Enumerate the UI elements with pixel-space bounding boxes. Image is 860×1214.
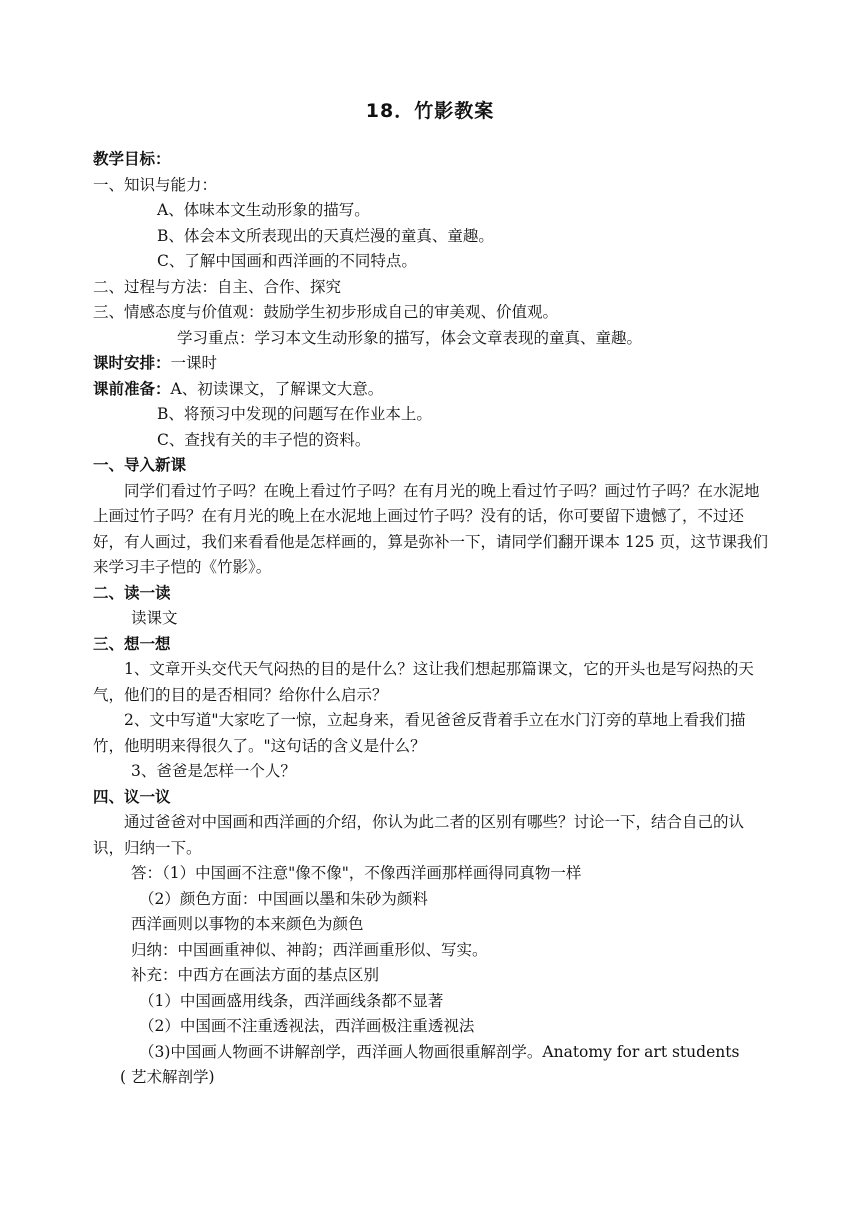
answer-line-3: 西洋画则以事物的本来颜色为颜色 (131, 915, 364, 933)
prep-label: 课前准备： (93, 379, 171, 398)
section-heading-think: 三、想一想 (93, 634, 171, 653)
page-title: 18．竹影教案 (365, 100, 495, 122)
prep-item-b: B、将预习中发现的问题写在作业本上。 (157, 405, 432, 423)
answer-line-1: 答：（1）中国画不注意"像不像"，不像西洋画那样画得同真物一样 (131, 864, 582, 882)
supplement-item-3: （3)中国画人物画不讲解剖学，西洋画人物画很重解剖学。Anatomy for art students (139, 1042, 740, 1061)
schedule-line (93, 351, 773, 377)
supplement-item-1: （1）中国画盛用线条，西洋画线条都不显著 (139, 991, 444, 1010)
section-heading-read: 二、读一读 (93, 583, 171, 602)
knowledge-item-a: A、体味本文生动形象的描写。 (157, 201, 370, 219)
goals-heading: 教学目标： (93, 150, 171, 168)
process-line: 二、过程与方法：自主、合作、探究 (93, 277, 342, 296)
read-text: 读课文 (131, 609, 178, 627)
knowledge-item-c: C、了解中国画和西洋画的不同特点。 (157, 252, 417, 270)
think-question-3: 3、爸爸是怎样一个人？ (131, 762, 296, 780)
schedule-value: 一课时 (170, 354, 218, 372)
answer-line-2: （2）颜色方面：中国画以墨和朱砂为颜料 (139, 889, 428, 908)
document-body (93, 147, 773, 1091)
schedule-label: 课时安排： (93, 354, 171, 372)
knowledge-item-b: B、体会本文所表现出的天真烂漫的童真、童趣。 (157, 226, 494, 245)
section-heading-intro: 一、导入新课 (93, 456, 187, 474)
section-heading-discuss: 四、议一议 (93, 787, 171, 806)
summary-line: 归纳：中国画重神似、神韵；西洋画重形似、写实。 (131, 940, 488, 959)
prep-line (93, 377, 773, 403)
values-line: 三、情感态度与价值观：鼓励学生初步形成自己的审美观、价值观。 (93, 303, 559, 321)
intro-paragraph: 同学们看过竹子吗？在晚上看过竹子吗？在有月光的晚上看过竹子吗？画过竹子吗？在水泥地上画过竹子吗？在有月光的晚上在水泥地上画过竹子吗？没有的话，你可要留下遗憾了，不过还好，有人画过，我们来看看他是怎样画的，算是弥补一下，请同学们翻开课本 125 页，这节课我们来学习丰子恺的《竹影》。 (93, 481, 768, 576)
key-point: 学习重点：学习本文生动形象的描写，体会文章表现的童真、童趣。 (177, 328, 643, 347)
supplement-item-3-continued: ( 艺术解剖学) (120, 1068, 215, 1086)
prep-first: A、初读课文，了解课文大意。 (170, 379, 384, 398)
knowledge-heading: 一、知识与能力： (93, 175, 218, 194)
think-question-1: 1、文章开头交代天气闷热的目的是什么？这让我们想起那篇课文，它的开头也是写闷热的天气，他们的目的是否相同？给你什么启示？ (93, 660, 754, 704)
supplement-item-2: （2）中国画不注重透视法，西洋画极注重透视法 (139, 1017, 475, 1035)
think-question-2: 2、文中写道"大家吃了一惊，立起身来，看见爸爸反背着手立在水门汀旁的草地上看我们描竹，他明明来得很久了。"这句话的含义是什么？ (93, 711, 746, 755)
supplement-line: 补充：中西方在画法方面的基点区别 (131, 966, 380, 984)
discuss-paragraph: 通过爸爸对中国画和西洋画的介绍，你认为此二者的区别有哪些？讨论一下，结合自己的认识，归纳一下。 (93, 813, 745, 857)
prep-item-c: C、查找有关的丰子恺的资料。 (157, 430, 371, 449)
